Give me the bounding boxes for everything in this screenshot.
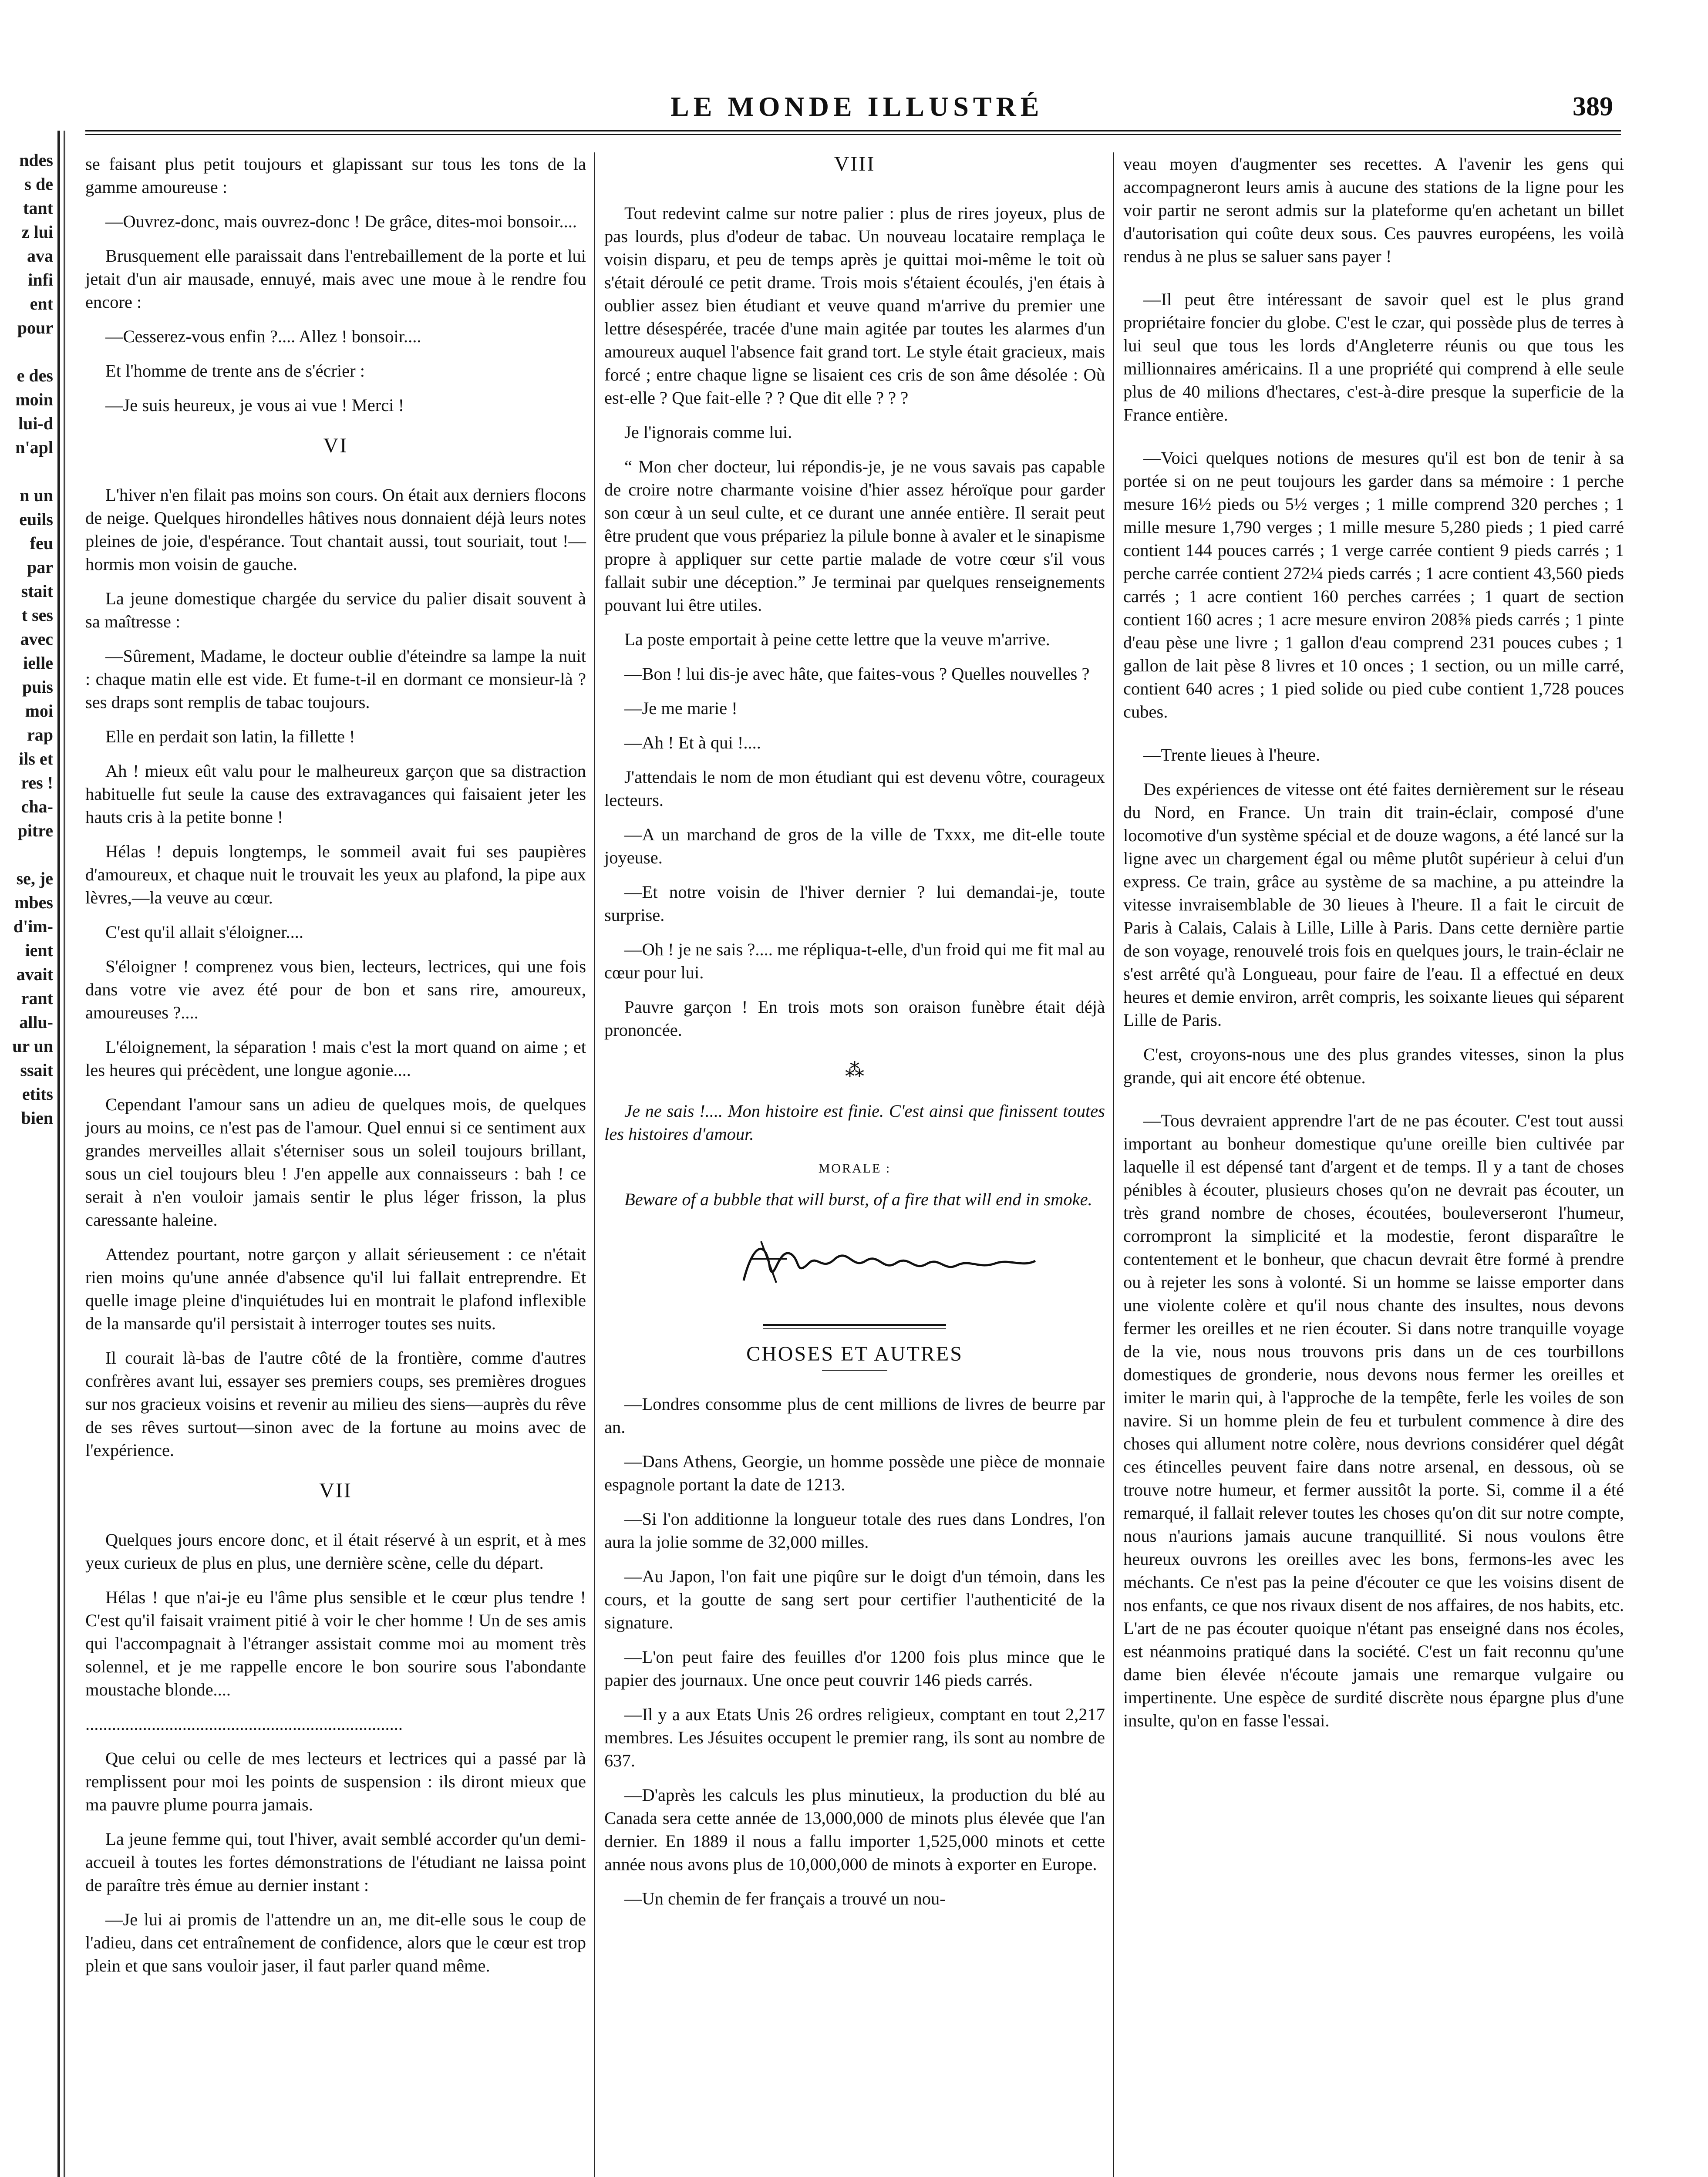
bleed-fragment: z lui [21,222,53,242]
bleed-fragment: feu [30,533,53,553]
news-item: —Londres consomme plus de cent millions de livres de beurre par an. [604,1394,1105,1437]
bleed-fragment: cha- [21,797,53,816]
news-item: —Trente lieues à l'heure. [1143,745,1321,765]
bleed-fragment: moi [25,701,53,721]
section-heading-viii: VIII [834,152,876,175]
section-rule [763,1324,946,1326]
bleed-fragment: euils [19,509,53,529]
paragraph: —Cesserez-vous enfin ?.... Allez ! bonsoir.... [105,327,421,346]
news-item: —D'après les calculs les plus minutieux, la production du blé au Canada sera cette année de 13,000,000 de minots plus élevée que l'an dernier. En 1889 il nous a fallu importer 1,525,000 minots et cette année nous avons plus de 10,000,000 de minots à exporter en Europe. [604,1785,1105,1874]
heading-underline [822,1370,887,1371]
paragraph: S'éloigner ! comprenez vous bien, lecteurs, lectrices, qui une fois dans votre vie avez été pour de bon et sans rire, amoureux, amoureuses ?.... [85,957,586,1022]
bleed-fragment [1,459,53,483]
bleed-fragment: moin [15,390,53,409]
news-item: C'est, croyons-nous une des plus grandes vitesses, sinon la plus grande, qui ait encore été obtenue. [1123,1045,1624,1087]
news-item: —L'on peut faire des feuilles d'or 1200 fois plus mince que le papier des journaux. Une once peut couvrir 146 pieds carrés. [604,1647,1105,1690]
section-rule-thin [763,1328,946,1329]
paragraph: —Oh ! je ne sais ?.... me répliqua-t-elle, d'un froid qui me fit mal au cœur pour lui. [604,940,1105,982]
masthead-title: LE MONDE ILLUSTRÉ [670,91,1044,122]
bleed-fragment: d'im- [13,917,53,936]
paragraph: —Ah ! Et à qui !.... [624,733,761,752]
paragraph: J'attendais le nom de mon étudiant qui est devenu vôtre, courageux lecteurs. [604,767,1105,810]
bleed-fragment: ssait [20,1060,53,1080]
paragraph: Hélas ! que n'ai-je eu l'âme plus sensible et le cœur plus tendre ! C'est qu'il faisait vraiment pitié à voir le cher homme ! Un de ses amis qui l'accompagnait à l'étranger assistait comme moi au moment très solennel, et je me rappelle encore le bon sourire sous l'abondante moustache blonde.... [85,1587,586,1699]
paragraph: Quelques jours encore donc, et il était réservé à un esprit, et à mes yeux curieux de plus en plus, une dernière scène, celle du départ. [85,1530,586,1573]
section-heading-choses-et-autres: CHOSES ET AUTRES [746,1342,963,1365]
section-heading-vii: VII [319,1479,352,1502]
paragraph: Et l'homme de trente ans de s'écrier : [105,361,365,381]
paragraph: Je l'ignorais comme lui. [624,422,792,442]
bleed-fragment: e des [17,366,53,385]
bleed-fragment [1,340,53,364]
closing-paragraph: Je ne sais !.... Mon histoire est finie. C'est ainsi que finissent toutes les histoires d'amour. [604,1101,1105,1144]
paragraph: Elle en perdait son latin, la fillette ! [105,727,355,746]
header-rule-thin [85,134,1621,135]
bleed-fragment: pour [17,318,53,337]
paragraph: Brusquement elle paraissait dans l'entrebaillement de la porte et lui jetait d'un air mausade, ennuyé, mais avec une moue à le rendre fou encore : [85,246,586,312]
bleed-fragment: n'apl [15,438,53,457]
morale-text: Beware of a bubble that will burst, of a fire that will end in smoke. [624,1190,1092,1209]
bleed-fragment: ils et [19,749,53,768]
news-item: —Au Japon, l'on fait une piqûre sur le doigt d'un témoin, dans les cours, et la goutte de sang sert pour certifier l'authenticité de la signature. [604,1567,1105,1632]
paragraph: —Et notre voisin de l'hiver dernier ? lui demandai-je, toute surprise. [604,882,1105,925]
news-item: —Si l'on additionne la longueur totale des rues dans Londres, l'on aura la jolie somme de 32,000 milles. [604,1509,1105,1552]
paragraph: —Je me marie ! [624,698,738,718]
bleed-fragment: rant [21,988,53,1008]
bleed-fragment: ava [27,246,53,266]
column-divider [594,152,595,2177]
bleed-fragment [1,842,53,866]
paragraph: La poste emportait à peine cette lettre que la veuve m'arrive. [624,630,1050,649]
bleed-fragment: se, je [16,869,53,888]
bleed-fragment: mbes [14,893,53,912]
paragraph: Il courait là-bas de l'autre côté de la frontière, comme d'autres confrères avant lui, essayer ses premiers coups, ses premières drogues sur nos gracieux voisins et revenir au milieu des siens—auprès du rêve de ses rêves surtout—sinon avec de la fortune au moins avec de l'expérience. [85,1348,586,1460]
paragraph: se faisant plus petit toujours et glapissant sur tous les tons de la gamme amoureuse : [85,154,586,197]
bleed-fragment: etits [22,1084,53,1104]
bleed-fragment: tant [23,198,53,218]
bleed-fragment: puis [22,677,53,697]
bleed-fragment: s de [24,174,53,194]
paragraph: Cependant l'amour sans un adieu de quelques mois, de quelques jours au moins, ce n'est pas de l'amour. Quel ennui si ce sentiment aux grandes merveilles allait s'éterniser sous un soleil toujours brillant, sous un ciel toujours bleu ! J'en appelle aux connaisseurs : bah ! ce serait à n'en vouloir jamais sentir le plus léger frisson, la plus caressante haleine. [85,1095,586,1230]
bleed-fragment: avec [20,629,53,649]
paragraph: —Ouvrez-donc, mais ouvrez-donc ! De grâce, dites-moi bonsoir.... [105,212,577,231]
news-item: veau moyen d'augmenter ses recettes. A l'avenir les gens qui accompagneront leurs amis à aucune des stations de la ligne pour les voir partir ne seront admis sur la plateforme qu'en achetant un billet d'autorisation qui coûte deux sous. Ces pauvres européens, les voilà rendus à ne plus se saluer sans payer ! [1123,154,1624,266]
news-item: —Tous devraient apprendre l'art de ne pas écouter. C'est tout aussi important au bonheur domestique qu'une oreille bien cultivée par laquelle il est dépensé tant d'argent et de temps. Il y a tant de choses pénibles à écouter, plusieurs choses qu'on ne devrait pas écouter, un très grand nombre de choses, écoutées, bouleverseront l'humeur, corrompront la simplicité et la modestie, feront disparaître le contentement et le bonheur, que chacun devrait être formé à prendre ou à rejeter les sons à volonté. Si un homme se laisse emporter dans une violente colère et qu'il nous chante des insultes, nous devons fermer les oreilles et ne rien écouter. Si dans notre tranquille voyage de la vie, nous nous trouvons pris dans un de ces tourbillons domestiques de gronderie, nous devons nous fermer les oreilles et imiter le marin qui, à l'approche de la tempête, ferle les voiles de son navire. Si un homme plein de feu et turbulent commence à dire des choses qui allument notre colère, nous devrions considérer quel dégât ces étincelles peuvent faire dans notre arsenal, en dessous, où se trouve notre humeur, et fermer aussitôt la porte. Si, comme il a été remarqué, il fallait relever toutes les choses qu'on dit sur notre compte, nous n'aurions jamais aucune tranquillité. Si nous voulons être heureux ouvrons les oreilles avec les bons, fermons-les avec les méchants. Ce n'est pas la peine d'écouter ce que les voisins disent de nos enfants, ce que nos rivaux disent de nos affaires, de nos habits, etc. L'art de ne pas écouter quoique n'étant pas enseigné dans nos écoles, est néanmoins pratiqué dans la société. C'est un fait reconnu qu'une dame bien élevée n'écoute jamais une remarque vulgaire ou impertinente. Une espèce de surdité discrète nous épargne plus d'une insulte, qu'on en fasse l'essai. [1123,1111,1624,1730]
bleed-fragment: ient [25,940,53,960]
bleed-fragment: ent [30,294,53,313]
paragraph: —Sûrement, Madame, le docteur oublie d'éteindre sa lampe la nuit : chaque matin elle est vide. Et fume-t-il en dormant ce monsieur-là ? ses draps sont remplis de tabac toujours. [85,646,586,712]
bleed-fragment: t ses [21,605,53,625]
bleed-fragment: allu- [19,1012,53,1032]
bleed-fragment: n un [20,485,53,505]
news-item: —Un chemin de fer français a trouvé un nou- [624,1889,946,1908]
bleed-fragment: infi [28,270,53,290]
column-divider [1113,152,1114,2177]
paragraph: —Bon ! lui dis-je avec hâte, que faites-vous ? Quelles nouvelles ? [624,664,1090,684]
news-item: Des expériences de vitesse ont été faites dernièrement sur le réseau du Nord, en France. Un train dit train-éclair, composé d'une locomotive d'un système spécial et de douze wagons, a été lancé sur la ligne avec un chargement égal ou même plutôt supérieur à celui d'un express. Ce train, grâce au système de sa machine, a pu atteindre la vitesse invraisemblable de 30 lieues à l'heure. Il a fait le circuit de Paris à Calais, Calais à Lille, Lille à Paris. Dans cette dernière partie de son voyage, renouvelé trois fois en quelques jours, le train-éclair ne s'est arrêté qu'à Longueau, pour faire de l'eau. Il a effectué en deux heures et demie environ, arrêt compris, les soixante lieues qui séparent Lille de Paris. [1123,779,1624,1030]
column-1 [85,152,586,1988]
author-signature [735,1228,1040,1294]
adjacent-page-fragments [1,148,53,1130]
paragraph: La jeune femme qui, tout l'hiver, avait semblé accorder qu'un demi-accueil à toutes les fortes démonstrations de l'étudiant ne laissa point de paraître très émue au dernier instant : [85,1829,586,1895]
news-item: —Il y a aux Etats Unis 26 ordres religieux, comptant en tout 2,217 membres. Les Jésuites occupent le premier rang, ils sont au nombre de 637. [604,1705,1105,1770]
header-rule [85,130,1621,131]
bleed-fragment: bien [21,1108,53,1128]
morale-label: MORALE : [818,1161,891,1176]
asterism: ⁂ [845,1060,864,1081]
paragraph: Ah ! mieux eût valu pour le malheureux garçon que sa distraction habituelle fut seule la cause des extravagances qui faisaient jeter les hauts cris à la petite bonne ! [85,761,586,827]
bleed-fragment: ur un [12,1036,53,1056]
paragraph: L'hiver n'en filait pas moins son cours. On était aux derniers flocons de neige. Quelques hirondelles hâtives nous donnaient déjà leurs notes pleines de joie, d'espérance. Tout chantait aussi, tout souriait, tout !—hormis mon voisin de gauche. [85,485,586,574]
page-number: 389 [1573,92,1613,121]
bleed-fragment: rap [27,725,53,745]
paragraph: —A un marchand de gros de la ville de Txxx, me dit-elle toute joyeuse. [604,825,1105,867]
binding-edge [57,131,67,2177]
news-item: —Dans Athens, Georgie, un homme possède une pièce de monnaie espagnole portant la date de 1213. [604,1452,1105,1494]
paragraph: Pauvre garçon ! En trois mots son oraison funèbre était déjà prononcée. [604,997,1105,1040]
paragraph: —Je lui ai promis de l'attendre un an, me dit-elle sous le coup de l'adieu, dans cet entraînement de confidence, alors que le cœur est trop plein et que sans vouloir jaser, il faut parler quand même. [85,1910,586,1975]
bleed-fragment: ndes [19,150,53,170]
paragraph: La jeune domestique chargée du service du palier disait souvent à sa maîtresse : [85,589,586,631]
news-item: —Il peut être intéressant de savoir quel est le plus grand propriétaire foncier du globe. C'est le czar, qui possède plus de terres à lui seul que tous les lords d'Angleterre réunis ou que tous les millionnaires américains. Il a une propriété qui comprend à elle seule plus de 40 milions d'hectares, c'est-à-dire presque la superficie de la France entière. [1123,290,1624,425]
paragraph: Hélas ! depuis longtemps, le sommeil avait fui ses paupières d'amoureux, et chaque nuit le trouvait les yeux au plafond, la pipe aux lèvres,—la veuve au cœur. [85,842,586,907]
column-3 [1123,152,1624,1743]
bleed-fragment: pitre [17,821,53,840]
paragraph: C'est qu'il allait s'éloigner.... [105,922,303,942]
signature-flourish [735,1228,1040,1294]
bleed-fragment: stait [21,581,53,601]
bleed-fragment: res ! [21,773,53,792]
paragraph: —Je suis heureux, je vous ai vue ! Merci ! [105,395,404,415]
news-item: —Voici quelques notions de mesures qu'il est bon de tenir à sa portée si on ne peut toujours les garder dans sa mémoire : 1 perche mesure 16½ pieds ou 5½ verges ; 1 mille comprend 320 perches ; 1 mille mesure 1,790 verges ; 1 mille mesure 5,280 pieds ; 1 pied carré contient 144 pouces carrés ; 1 verge carrée contient 9 pieds carrés ; 1 perche carrée contient 272¼ pieds carrés ; 1 acre contient 43,560 pieds carrés ; 1 acre contient 160 perches carrées ; 1 quart de section contient 160 acres ; 1 acre mesure environ 208⅝ pieds carrés ; 1 pinte d'eau pèse une livre ; 1 gallon d'eau comprend 231 pouces cubes ; 1 gallon de lait pèse 8 livres et 10 onces ; 1 section, ou un mille carré, contient 640 acres ; 1 pied solide ou pied cube contient 1,728 pouces cubes. [1123,448,1624,721]
section-heading-vi: VI [323,434,348,457]
paragraph: “ Mon cher docteur, lui répondis-je, je ne vous savais pas capable de croire notre charmante voisine d'hier assez héroïque pour garder son cœur à un seul culte, et ce durant une année entière. Il serait peut être prudent que vous prépariez la pilule bonne à avaler et le sinapisme propre à appliquer sur cette partie malade de votre cœur s'il vous fallait subir une déception.” Je terminai par quelques renseignements pouvant lui être utiles. [604,457,1105,615]
column-2 [604,152,1105,1921]
bleed-fragment: avait [16,964,53,984]
paragraph: Que celui ou celle de mes lecteurs et lectrices qui a passé par là remplissent pour moi les points de suspension : ils diront mieux que ma pauvre plume pourra jamais. [85,1749,586,1814]
paragraph: Attendez pourtant, notre garçon y allait sérieusement : ce n'était rien moins qu'une année d'absence qu'il lui fallait entreprendre. Et quelle image pleine d'inquiétudes lui en montrait le plafond inflexible de la mansarde qu'il persistait à interroger toutes ses nuits. [85,1244,586,1333]
paragraph: L'éloignement, la séparation ! mais c'est la mort quand on aime ; et les heures qui précèdent, une longue agonie.... [85,1037,586,1080]
bleed-fragment: par [27,557,53,577]
bleed-fragment: lui-d [18,414,53,433]
paragraph: Tout redevint calme sur notre palier : plus de rires joyeux, plus de pas lourds, plus d'odeur de tabac. Un nouveau locataire remplaça le voisin disparu, et peu de temps après je quittai moi-même le toit où s'était déroulé ce petit drame. Trois mois s'étaient écoulés, j'en étais à oublier assez bien étudiant et veuve quand m'arrive du premier une lettre désespérée, tracée d'une main agitée par toutes les alarmes d'un amoureux auquel l'absence fait grand tort. Le style était gracieux, mais forcé ; entre chaque ligne se lisaient ces cris de son âme désolée : Où est-elle ? Que fait-elle ? ? Que dit elle ? ? ? [604,203,1105,408]
bleed-fragment: ielle [23,653,53,673]
ellipsis-line: ........................................................................ [85,1714,403,1734]
